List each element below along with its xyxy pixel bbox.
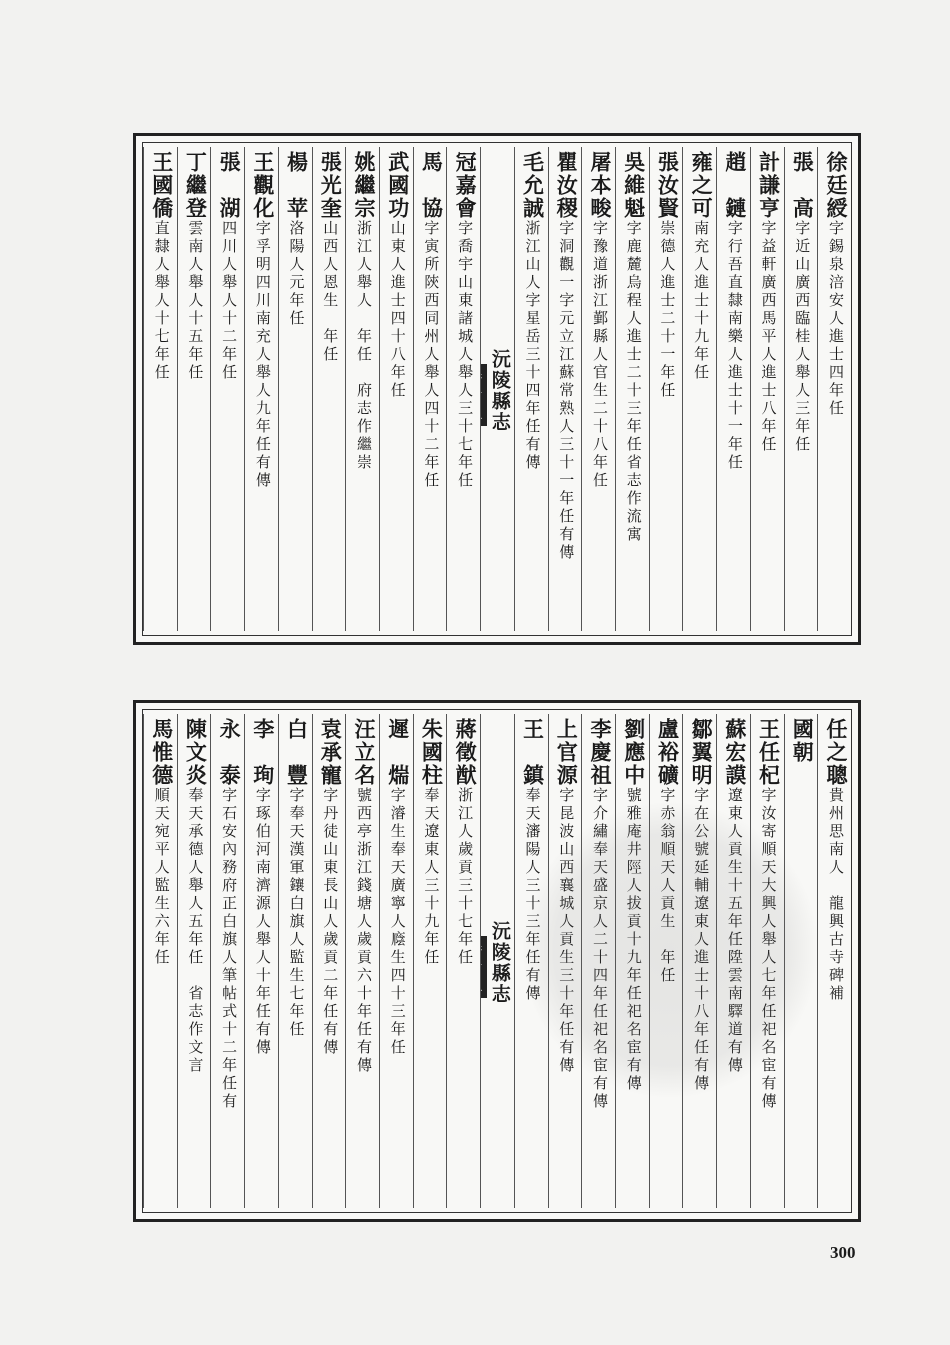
official-details: 字介繡奉天盛京人二十四年任祀名宦有傳 [590,787,609,1111]
official-entry [278,147,312,631]
official-name: 袁承寵 [318,718,344,787]
official-name: 劉應中 [621,718,647,787]
center-fold [480,147,514,631]
official-details: 奉天遼東人三十九年任 [422,787,441,967]
official-name: 屠本畯 [587,151,613,220]
official-entry [210,714,244,1208]
official-name: 陳文炎 [183,718,209,787]
official-details: 浙江人舉人 年任 府志作繼崇 [354,220,373,472]
official-details: 山西人恩生 年任 [321,220,340,364]
official-name: 蔣徵猷 [453,718,479,787]
official-name: 李慶祖 [587,718,613,787]
official-details: 字近山廣西臨桂人舉人三年任 [793,220,812,454]
official-details: 字昆波山西襄城人貢生三十年任有傳 [557,787,576,1075]
official-details: 號雅庵井陘人拔貢十九年任祀名宦有傳 [624,787,643,1093]
official-name: 永 泰 [217,718,243,787]
official-name: 張 湖 [217,151,243,220]
official-name: 武國功 [385,151,411,220]
official-name: 王觀化 [250,151,276,220]
official-details: 字石安內務府正白旗人筆帖式十二年任有 [220,787,239,1111]
official-details: 四川人舉人十二年任 [220,220,239,382]
official-entry [379,714,413,1208]
official-entry [413,147,447,631]
official-details: 號西亭浙江錢塘人歲貢六十年任有傳 [354,787,373,1075]
official-details: 字奉天漢軍鑲白旗人監生七年任 [287,787,306,1039]
official-entry [177,714,211,1208]
official-details: 南充人進士十九年任 [692,220,711,382]
book-title: 沅陵縣志 [488,921,511,1005]
official-entry [514,147,548,631]
official-details: 字行吾直隸南樂人進士十一年任 [725,220,744,472]
official-details: 字益軒廣西馬平人進士八年任 [759,220,778,454]
official-details: 奉天瀋陽人三十三年任有傳 [523,787,542,1003]
official-details: 字洞觀一字元立江蘇常熟人三十一年任有傳 [557,220,576,562]
official-details: 浙江山人字星岳三十四年任有傳 [523,220,542,472]
official-name: 瞿汝稷 [554,151,580,220]
official-details: 浙江人歲貢三十七年任 [456,787,475,967]
official-name: 蘇宏謨 [722,718,748,787]
official-name: 計謙亨 [756,151,782,220]
official-name: 馬 協 [419,151,445,220]
official-details: 直隸人舉人十七年任 [152,220,171,382]
official-name: 遲 煓 [385,718,411,787]
official-name: 馬惟德 [149,718,175,787]
official-entry [143,714,177,1208]
official-entry [312,147,346,631]
official-entry [345,714,379,1208]
official-entry [581,147,615,631]
official-name: 雍之可 [689,151,715,220]
official-entry [615,147,649,631]
official-entry [817,147,851,631]
official-name: 張汝賢 [655,151,681,220]
official-name: 徐廷綬 [823,151,849,220]
library-seal-watermark [520,800,820,1100]
official-details: 字赤翁順天人貢生 年任 [658,787,677,985]
official-details: 字在公號延輔遼東人進士十八年任有傳 [692,787,711,1093]
official-details: 字豫道浙江鄞縣人官生二十八年任 [590,220,609,490]
official-entry [177,147,211,631]
official-details: 雲南人舉人十五年任 [186,220,205,382]
official-details: 貴州思南人 龍興古寺碑補 [826,787,845,1003]
official-name: 汪立名 [351,718,377,787]
official-details: 字錫泉涪安人進士四年任 [826,220,845,418]
official-entry [210,147,244,631]
official-entry [716,147,750,631]
official-entry [817,714,851,1208]
official-name: 毛允誠 [520,151,546,220]
top-page-panel [133,133,861,645]
official-details: 字孚明四川南充人舉人九年任有傳 [253,220,272,490]
official-name: 盧裕礦 [655,718,681,787]
top-page-columns [142,142,852,636]
official-entry [548,147,582,631]
official-name: 姚繼宗 [351,151,377,220]
official-details: 字寅所陝西同州人舉人四十二年任 [422,220,441,490]
official-entry [750,147,784,631]
official-entry [244,714,278,1208]
official-name: 王國僑 [149,151,175,220]
official-entry [379,147,413,631]
official-details: 崇德人進士二十一年任 [658,220,677,400]
official-name: 丁繼登 [183,151,209,220]
official-details: 字喬宇山東諸城人舉人三十七年任 [456,220,475,490]
official-entry [784,147,818,631]
official-name: 李 珣 [250,718,276,787]
official-entry [682,147,716,631]
official-name: 吳維魁 [621,151,647,220]
official-details: 遼東人貢生十五年任陞雲南驛道有傳 [725,787,744,1075]
official-details: 字鹿麓烏程人進士二十三年任省志作流寓 [624,220,643,544]
official-entry [446,714,480,1208]
official-entry [143,147,177,631]
official-details: 字汝寄順天大興人舉人七年任祀名宦有傳 [759,787,778,1111]
official-entry [413,714,447,1208]
official-details: 奉天承德人舉人五年任 省志作文言 [186,787,205,1075]
official-details: 順天宛平人監生六年任 [152,787,171,967]
official-details: 字濬生奉天廣寧人廕生四十三年任 [388,787,407,1057]
official-name: 王任杞 [756,718,782,787]
official-name: 楊 苹 [284,151,310,220]
official-entry [278,714,312,1208]
official-entry [345,147,379,631]
official-name: 白 豐 [284,718,310,787]
official-name: 冠嘉會 [453,151,479,220]
juan-label: 卷十八 [480,364,487,426]
official-entry [446,147,480,631]
official-details: 字丹徒山東長山人歲貢二年任有傳 [321,787,340,1057]
official-details: 洛陽人元年任 [287,220,306,328]
official-name: 上官源 [554,718,580,787]
official-entry [244,147,278,631]
official-entry [312,714,346,1208]
official-entry [649,147,683,631]
juan-label: 卷十八 [480,936,487,998]
official-name: 朱國柱 [419,718,445,787]
official-name: 鄒翼明 [689,718,715,787]
official-name: 王 鎮 [520,718,546,787]
official-name: 張光奎 [318,151,344,220]
official-name: 張 高 [790,151,816,220]
official-details: 山東人進士四十八年任 [388,220,407,400]
center-fold [480,714,514,1208]
book-title: 沅陵縣志 [488,349,511,433]
official-name: 趙 鏈 [722,151,748,220]
official-name: 國朝 [790,718,816,764]
official-details: 字琢伯河南濟源人舉人十年任有傳 [253,787,272,1057]
official-name: 任之聰 [823,718,849,787]
page-number: 300 [830,1243,856,1262]
